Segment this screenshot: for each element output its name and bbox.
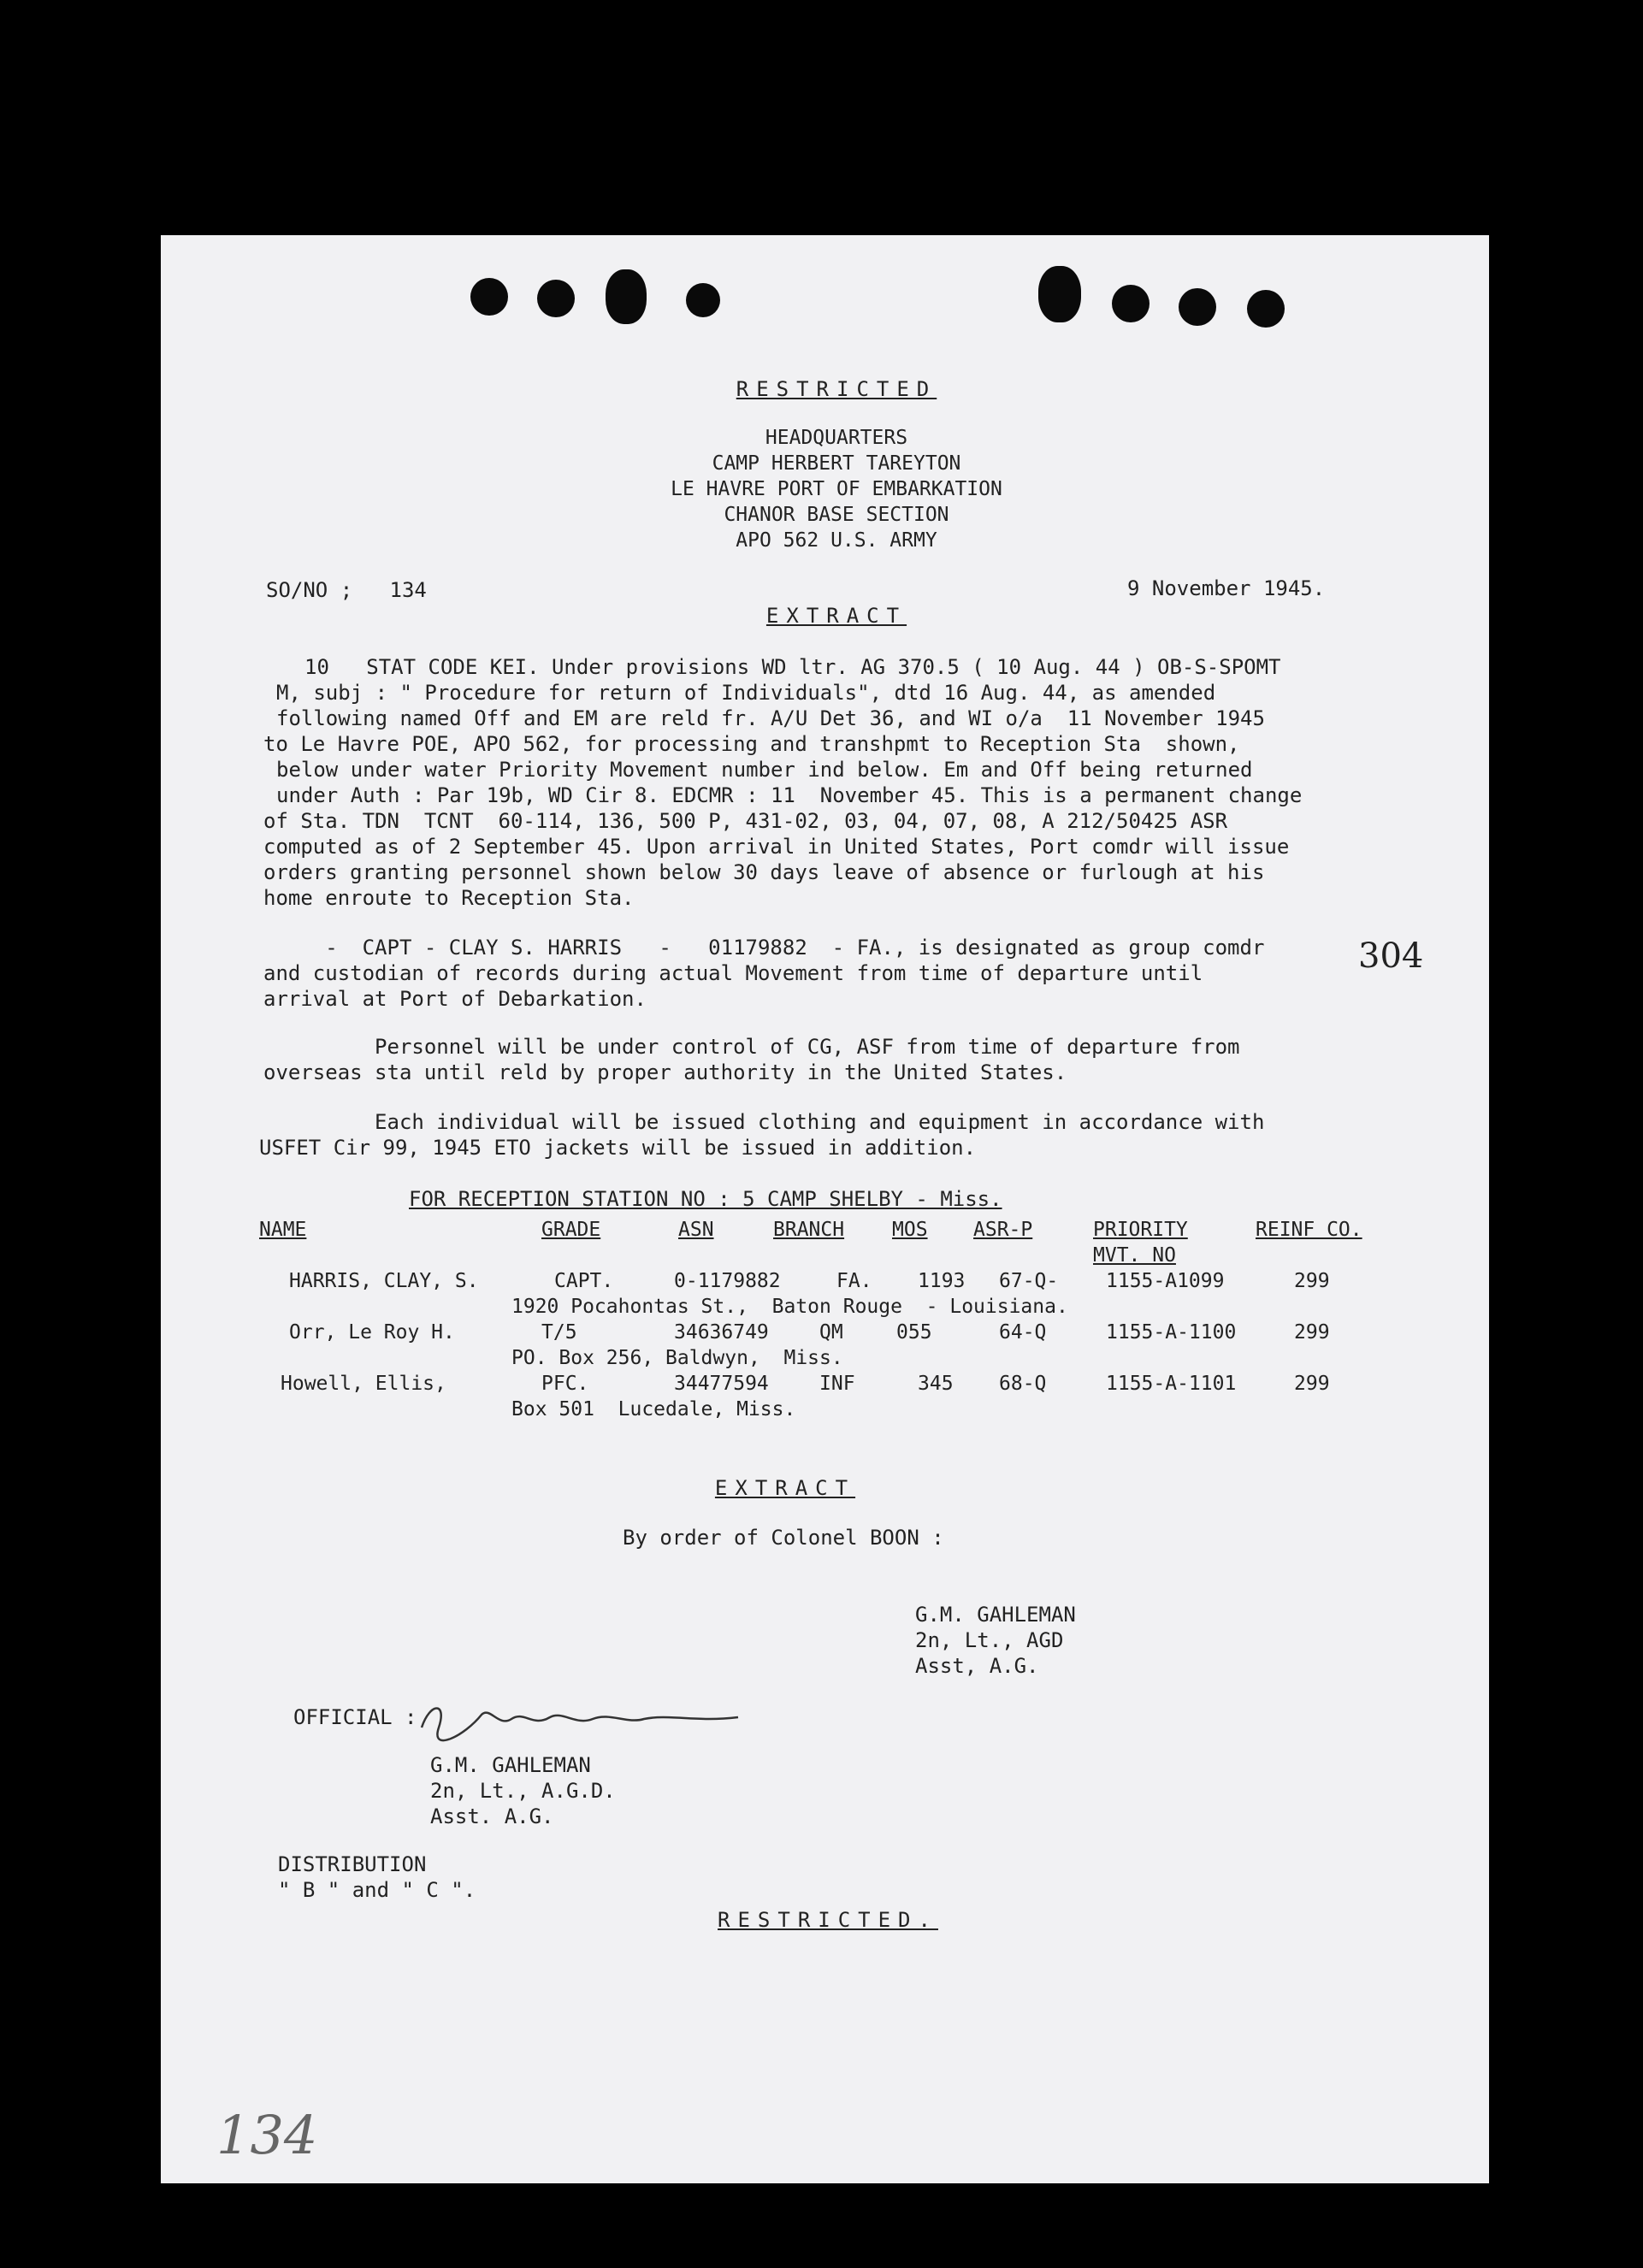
paragraph-line: and custodian of records during actual Movement from time of departure until [263, 961, 1203, 985]
cell-asn: 34477594 [674, 1373, 769, 1395]
restricted-bottom: RESTRICTED. [718, 1908, 938, 1932]
page-number-stamp: 304 [1358, 936, 1424, 976]
document-page [161, 235, 1489, 2183]
punch-hole [1112, 285, 1150, 322]
restricted-top: RESTRICTED [736, 377, 937, 401]
paragraph-line: computed as of 2 September 45. Upon arrival in United States, Port comdr will issue [263, 835, 1290, 859]
col-header-asn: ASN [678, 1219, 714, 1241]
cell-branch: INF [819, 1373, 855, 1395]
punch-hole [1247, 290, 1285, 328]
paragraph-line: - CAPT - CLAY S. HARRIS - 01179882 - FA., is designated as group comdr [263, 936, 1265, 960]
paragraph-line: of Sta. TDN TCNT 60-114, 136, 500 P, 431-02, 03, 04, 07, 08, A 212/50425 ASR [263, 809, 1228, 833]
col-header-reinf: REINF CO. [1256, 1219, 1362, 1241]
extract-title: EXTRACT [765, 604, 907, 628]
punch-hole [1038, 266, 1081, 322]
paragraph-line: Each individual will be issued clothing and equipment in accordance with [263, 1110, 1265, 1134]
header-line: LE HAVRE PORT OF EMBARKATION [671, 478, 1002, 500]
cell-name: Howell, Ellis, [281, 1373, 446, 1395]
cell-branch: QM [819, 1321, 843, 1344]
cell-mos: 1193 [918, 1270, 966, 1292]
extract-bottom: EXTRACT [714, 1476, 856, 1500]
paragraph-line: to Le Havre POE, APO 562, for processing and transhpmt to Reception Sta shown, [263, 732, 1240, 756]
punch-hole [537, 280, 575, 317]
col-header-asr: ASR-P [973, 1219, 1033, 1241]
cell-reinf: 299 [1294, 1373, 1330, 1395]
cell-grade: CAPT. [554, 1270, 614, 1292]
cell-address: 1920 Pocahontas St., Baton Rouge - Louisiana. [511, 1296, 1068, 1318]
signer-line: 2n, Lt., AGD [915, 1628, 1064, 1652]
cell-branch: FA. [836, 1270, 872, 1292]
cell-mos: 055 [896, 1321, 932, 1344]
reception-station: FOR RECEPTION STATION NO : 5 CAMP SHELBY - Miss. [409, 1187, 1002, 1211]
punch-hole [606, 269, 647, 324]
official-label: OFFICIAL : [293, 1705, 417, 1729]
cell-priority: 1155-A-1100 [1106, 1321, 1237, 1344]
by-order-line: By order of Colonel BOON : [623, 1526, 944, 1550]
handwritten-page-number: 134 [216, 2104, 318, 2166]
official-line: G.M. GAHLEMAN [430, 1753, 591, 1777]
special-order-number: SO/NO ; 134 [266, 578, 427, 602]
col-header-grade: GRADE [541, 1219, 601, 1241]
cell-asr: 68-Q [999, 1373, 1047, 1395]
cell-name: HARRIS, CLAY, S. [289, 1270, 479, 1292]
cell-asr: 64-Q [999, 1321, 1047, 1344]
paragraph-line: USFET Cir 99, 1945 ETO jackets will be issued in addition. [259, 1136, 977, 1160]
paragraph-line: following named Off and EM are reld fr. A/U Det 36, and WI o/a 11 November 1945 [276, 706, 1265, 730]
col-header-branch: BRANCH [773, 1219, 845, 1241]
paragraph-line: orders granting personnel shown below 30 days leave of absence or furlough at his [263, 860, 1265, 884]
cell-asn: 34636749 [674, 1321, 769, 1344]
paragraph-line: arrival at Port of Debarkation. [263, 987, 647, 1011]
cell-grade: PFC. [541, 1373, 589, 1395]
header-line: CHANOR BASE SECTION [724, 504, 949, 526]
cell-name: Orr, Le Roy H. [289, 1321, 455, 1344]
cell-asr: 67-Q- [999, 1270, 1059, 1292]
cell-grade: T/5 [541, 1321, 577, 1344]
cell-reinf: 299 [1294, 1270, 1330, 1292]
paragraph-line: overseas sta until reld by proper authority in the United States. [263, 1060, 1067, 1084]
paragraph-line: below under water Priority Movement number ind below. Em and Off being returned [276, 758, 1253, 782]
paragraph-line: 10 STAT CODE KEI. Under provisions WD ltr. AG 370.5 ( 10 Aug. 44 ) OB-S-SPOMT [304, 655, 1281, 679]
distribution-value: " B " and " C ". [278, 1878, 476, 1902]
col-header-name: NAME [259, 1219, 307, 1241]
punch-hole [686, 283, 720, 317]
cell-reinf: 299 [1294, 1321, 1330, 1344]
cell-priority: 1155-A-1101 [1106, 1373, 1237, 1395]
paragraph-line: Personnel will be under control of CG, ASF from time of departure from [263, 1035, 1240, 1059]
cell-asn: 0-1179882 [674, 1270, 781, 1292]
col-header-priority: PRIORITY [1093, 1219, 1188, 1241]
col-header-priority-mvt: MVT. NO [1093, 1244, 1176, 1267]
order-date: 9 November 1945. [1127, 576, 1326, 600]
distribution-label: DISTRIBUTION [278, 1852, 427, 1876]
cell-priority: 1155-A1099 [1106, 1270, 1225, 1292]
header-line: CAMP HERBERT TAREYTON [712, 452, 961, 475]
punch-hole [1179, 288, 1216, 326]
cell-mos: 345 [918, 1373, 954, 1395]
col-header-mos: MOS [892, 1219, 928, 1241]
official-signature [413, 1693, 755, 1745]
header-line: APO 562 U.S. ARMY [736, 529, 937, 552]
official-line: 2n, Lt., A.G.D. [430, 1779, 616, 1803]
official-line: Asst. A.G. [430, 1804, 554, 1828]
header-line: HEADQUARTERS [765, 427, 908, 449]
cell-address: PO. Box 256, Baldwyn, Miss. [511, 1347, 843, 1369]
signer-line: Asst, A.G. [915, 1654, 1039, 1678]
signer-line: G.M. GAHLEMAN [915, 1603, 1076, 1627]
punch-hole [470, 278, 508, 316]
paragraph-line: M, subj : " Procedure for return of Individuals", dtd 16 Aug. 44, as amended [276, 681, 1216, 705]
paragraph-line: under Auth : Par 19b, WD Cir 8. EDCMR : 11 November 45. This is a permanent change [276, 783, 1303, 807]
paragraph-line: home enroute to Reception Sta. [263, 886, 635, 910]
cell-address: Box 501 Lucedale, Miss. [511, 1398, 796, 1420]
